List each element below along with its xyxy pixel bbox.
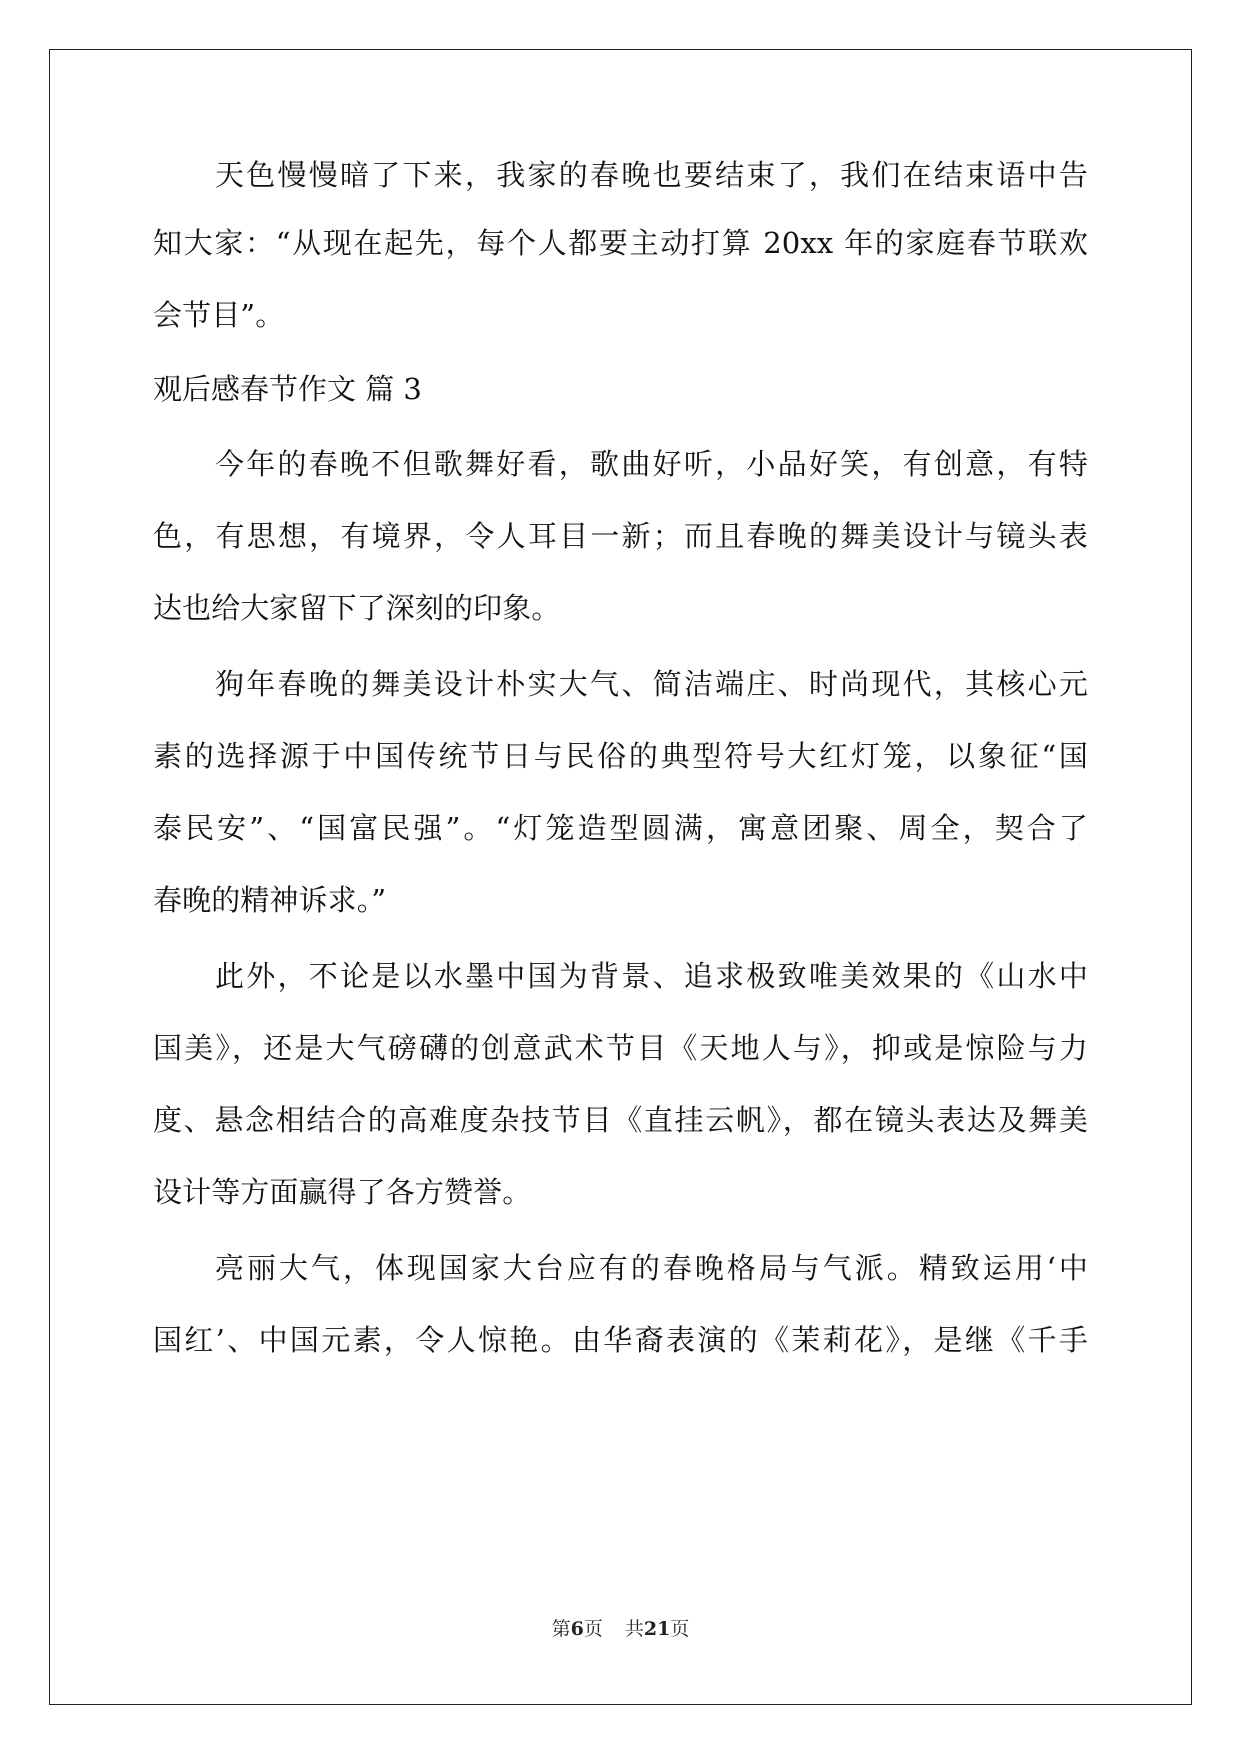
paragraph-line: 度、悬念相结合的高难度杂技节目《直挂云帆》，都在镜头表达及舞美 — [153, 1103, 1088, 1137]
paragraph-line: 春晚的精神诉求。” — [153, 883, 387, 917]
paragraph-line: 国红’、中国元素，令人惊艳。由华裔表演的《茉莉花》，是继《千手 — [153, 1323, 1088, 1357]
paragraph-line: 亮丽大气，体现国家大台应有的春晚格局与气派。精致运用‘中 — [215, 1251, 1088, 1285]
page-prefix: 第 — [551, 1618, 571, 1640]
total-suffix: 页 — [670, 1618, 690, 1640]
paragraph-line: 今年的春晚不但歌舞好看，歌曲好听，小品好笑，有创意，有特 — [215, 447, 1088, 481]
paragraph-line: 设计等方面赢得了各方赞誉。 — [153, 1175, 532, 1209]
paragraph-line: 色，有思想，有境界，令人耳目一新；而且春晚的舞美设计与镜头表 — [153, 519, 1088, 553]
paragraph-line: 此外，不论是以水墨中国为背景、追求极致唯美效果的《山水中 — [215, 959, 1088, 993]
paragraph-line: 达也给大家留下了深刻的印象。 — [153, 591, 561, 625]
paragraph-line: 狗年春晚的舞美设计朴实大气、简洁端庄、时尚现代，其核心元 — [215, 667, 1088, 701]
total-prefix: 共 — [624, 1618, 644, 1640]
page-number: 6 — [570, 1618, 584, 1640]
paragraph-line: 国美》，还是大气磅礴的创意武术节目《天地人与》，抑或是惊险与力 — [153, 1031, 1088, 1065]
paragraph-line: 素的选择源于中国传统节日与民俗的典型符号大红灯笼，以象征“国 — [153, 739, 1088, 773]
paragraph-line: 泰民安”、“国富民强”。“灯笼造型圆满，寓意团聚、周全，契合了 — [153, 811, 1088, 845]
total-pages: 21 — [643, 1618, 671, 1640]
section-heading: 观后感春节作文 篇 3 — [153, 372, 422, 406]
paragraph-line: 天色慢慢暗了下来，我家的春晚也要结束了，我们在结束语中告 — [215, 158, 1088, 192]
paragraph-line: 知大家：“从现在起先，每个人都要主动打算 20xx 年的家庭春节联欢 — [153, 226, 1088, 260]
page-suffix: 页 — [583, 1618, 603, 1640]
page-footer — [0, 1617, 1241, 1641]
paragraph-line: 会节目”。 — [153, 298, 285, 332]
